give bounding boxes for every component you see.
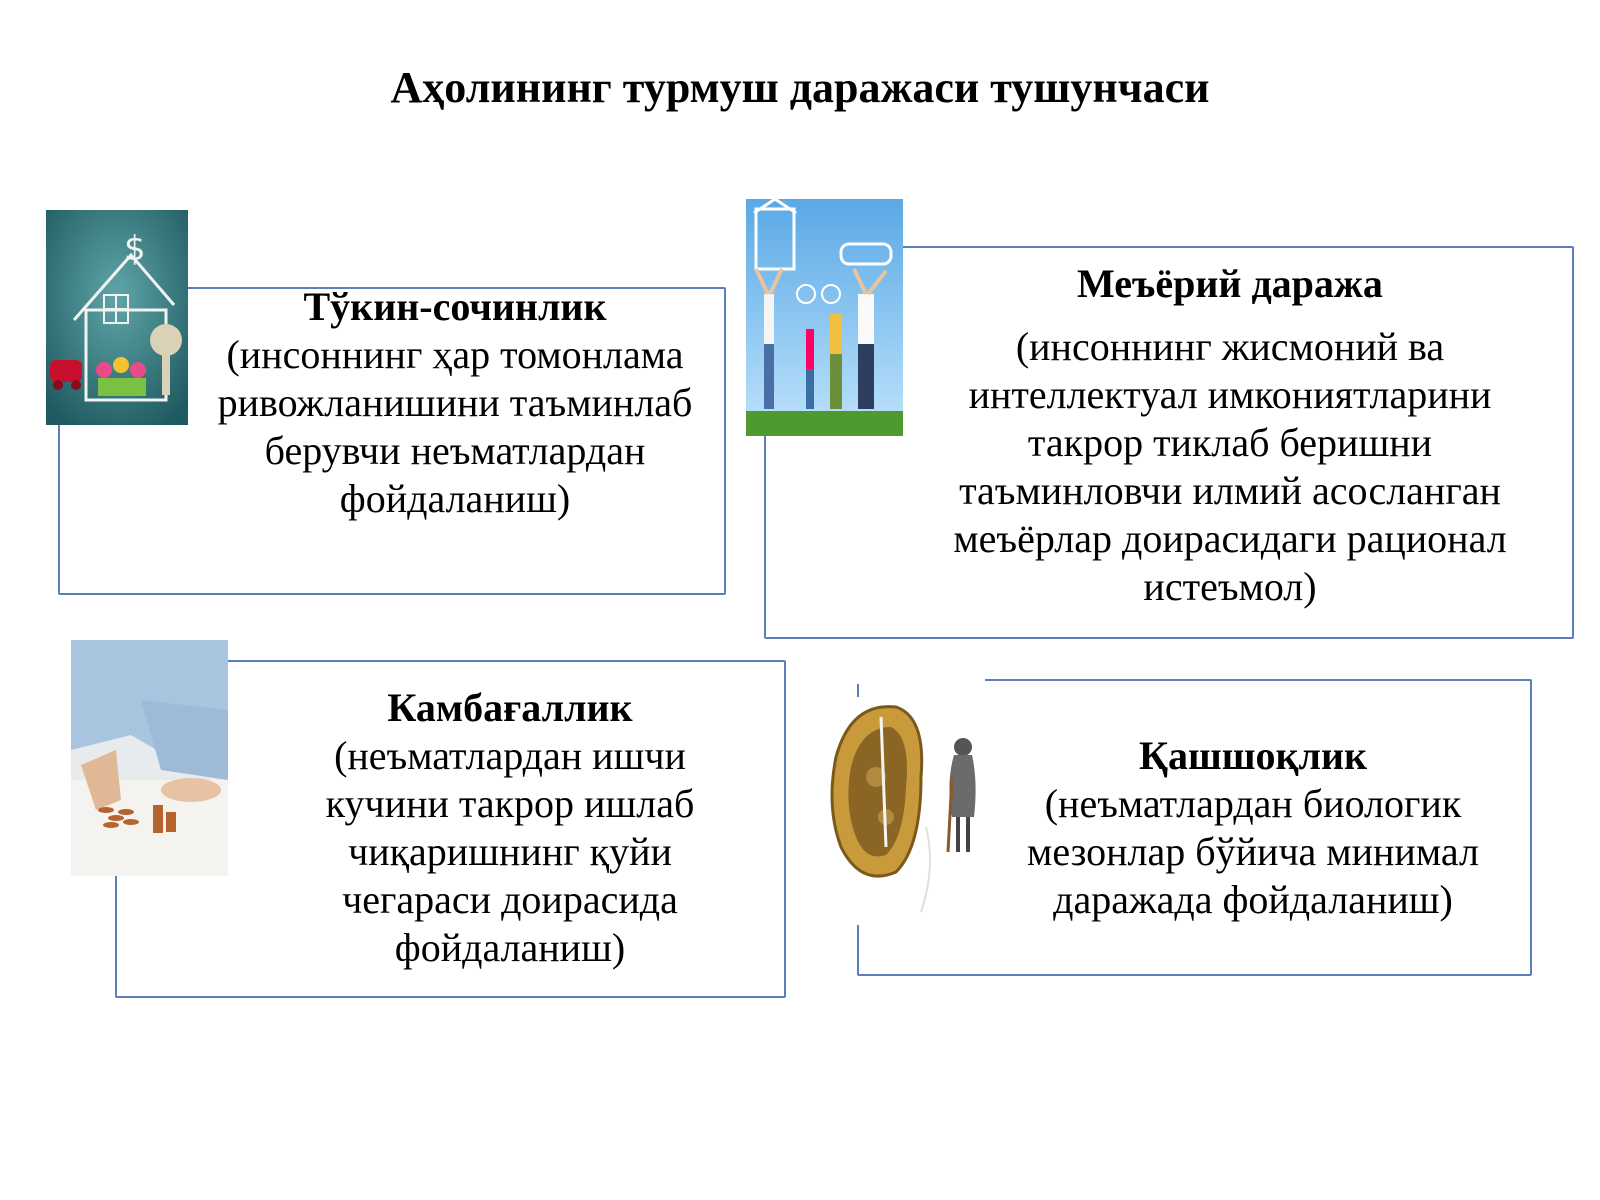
counting-coins-icon xyxy=(71,640,228,876)
card-normal-description: (инсоннинг жисмоний ва интеллектуал имкониятларини такрор тиклаб беришни таъминловчи илмий асосланган меъёрлар доирасидаги рационал истеъмол) xyxy=(953,324,1507,609)
page-title: Аҳолининг турмуш даражаси тушунчаси xyxy=(390,63,1210,112)
card-poverty-description: (неъматлардан ишчи кучини такрор ишлаб чиқаришнинг қуйи чегараси доирасида фойдаланиш) xyxy=(325,733,695,970)
card-poverty-heading: Камбағаллик xyxy=(387,685,633,730)
house-dollar-icon xyxy=(46,210,188,425)
card-poverty-text xyxy=(290,684,730,972)
svg-text:$: $ xyxy=(124,229,146,269)
card-abundance-heading: Тўкин-сочинлик xyxy=(303,284,607,329)
card-destitution-border-gap xyxy=(855,676,985,684)
card-destitution-text xyxy=(988,732,1518,924)
card-destitution-description: (неъматлардан биологик мезонлар бўйича минимал даражада фойдаланиш) xyxy=(1027,781,1479,922)
empty-wallet-icon xyxy=(826,697,986,925)
card-abundance-description: (инсоннинг ҳар томонлама ривожланишини таъминлаб берувчи неъматлардан фойдаланиш) xyxy=(217,332,693,521)
family-dreams-icon xyxy=(746,199,903,436)
card-destitution-heading: Қашшоқлик xyxy=(1138,733,1368,778)
card-abundance-text xyxy=(190,283,720,523)
card-normal-heading: Меъёрий даража xyxy=(1077,261,1383,306)
card-normal-text xyxy=(900,260,1560,611)
